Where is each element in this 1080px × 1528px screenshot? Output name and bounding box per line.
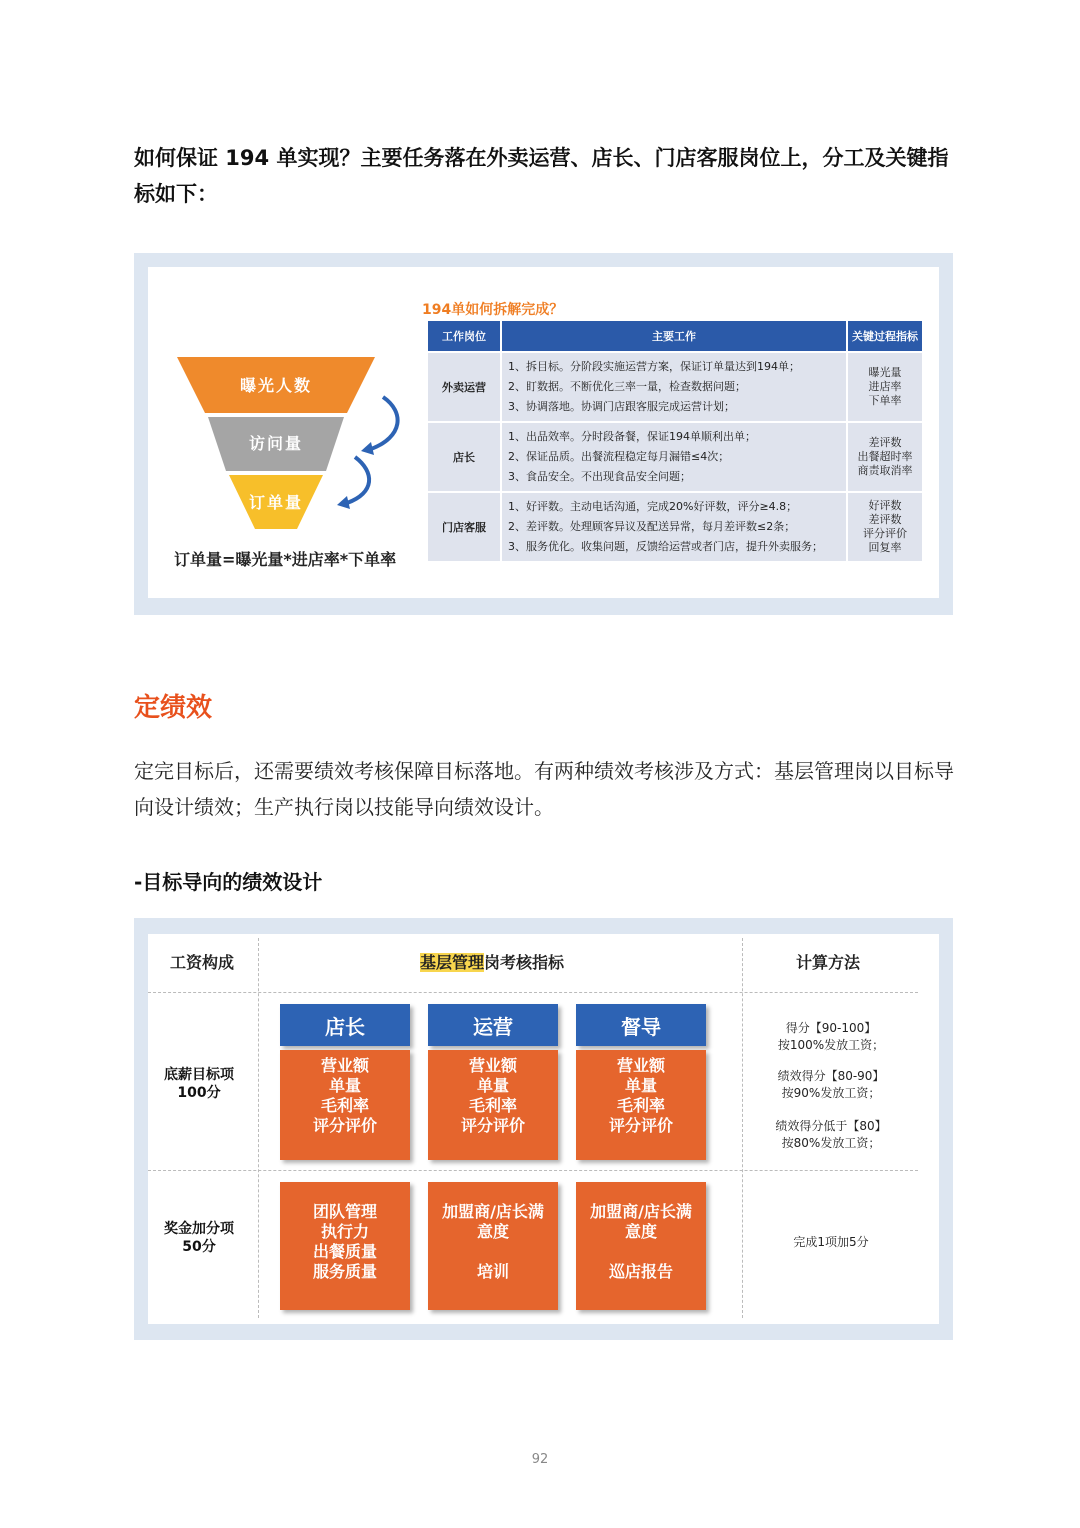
funnel-level-orders: 订单量 xyxy=(248,493,303,512)
kpi-item: 回复率 xyxy=(868,541,902,554)
metric: 单量 xyxy=(624,1076,657,1095)
kpi-item: 评分评价 xyxy=(863,527,907,540)
arrow-icon xyxy=(371,397,398,449)
metric: 评分评价 xyxy=(460,1116,525,1135)
header-main-work: 主要工作 xyxy=(502,321,846,351)
kpi-item: 出餐超时率 xyxy=(857,450,913,463)
kpi-item: 商责取消率 xyxy=(857,464,913,477)
divider xyxy=(148,992,918,993)
funnel-level-visits: 访问量 xyxy=(248,434,303,453)
table-header-row xyxy=(428,321,922,351)
divider xyxy=(148,1170,918,1171)
work-item: 3、食品安全。不出现食品安全问题； xyxy=(508,470,691,483)
header-rest: 岗考核指标 xyxy=(484,953,565,972)
metric: 出餐质量 xyxy=(312,1242,377,1261)
bonus-metrics-supervisor xyxy=(576,1182,706,1310)
table-row xyxy=(428,353,922,421)
divider xyxy=(742,938,743,1318)
subheading: -目标导向的绩效设计 xyxy=(134,870,323,894)
header-kpi: 关键过程指标 xyxy=(848,321,922,351)
base-metrics-store-manager xyxy=(280,1050,410,1160)
figure-task-breakdown xyxy=(134,253,953,615)
work-item: 3、服务优化。收集问题，反馈给运营或者门店，提升外卖服务； xyxy=(508,540,823,553)
metric: 意度 xyxy=(624,1222,657,1241)
row-position: 门店客服 xyxy=(428,493,500,561)
work-item: 2、差评数。处理顾客异议及配送异常，每月差评数≤2条； xyxy=(508,520,796,533)
metric: 毛利率 xyxy=(320,1096,369,1115)
row-work xyxy=(502,493,846,561)
row-position: 外卖运营 xyxy=(428,353,500,421)
calc-line: 按100%发放工资； xyxy=(777,1038,885,1052)
funnel-level-exposure: 曝光人数 xyxy=(239,376,312,395)
divider xyxy=(258,938,259,1318)
row-label-line: 50分 xyxy=(182,1239,216,1255)
calc-line: 绩效得分【80-90】 xyxy=(777,1069,885,1083)
calc-tier-1 xyxy=(756,1020,906,1054)
metric: 毛利率 xyxy=(468,1096,517,1115)
row-work xyxy=(502,353,846,421)
calc-tier-2 xyxy=(756,1068,906,1102)
work-item: 1、好评数。主动电话沟通，完成20%好评数，评分≥4.8； xyxy=(508,500,798,513)
metric: 营业额 xyxy=(468,1056,517,1075)
calc-bonus: 完成1项加5分 xyxy=(793,1235,869,1249)
row-label-line: 底薪目标项 xyxy=(164,1067,234,1083)
figure-performance-design xyxy=(134,918,953,1340)
row-kpi xyxy=(848,493,922,561)
kpi-item: 差评数 xyxy=(868,436,902,449)
work-item: 2、保证品质。出餐流程稳定每月漏错≤4次； xyxy=(508,450,730,463)
kpi-item: 曝光量 xyxy=(868,366,902,379)
bonus-metrics-store-manager xyxy=(280,1182,410,1310)
kpi-item: 好评数 xyxy=(868,499,902,512)
kpi-item: 进店率 xyxy=(868,380,902,393)
metric: 加盟商/店长满 xyxy=(590,1202,692,1221)
work-item: 2、盯数据。不断优化三率一量，检查数据问题； xyxy=(508,380,746,393)
base-metrics-operations xyxy=(428,1050,558,1160)
header-calc-method: 计算方法 xyxy=(796,953,861,972)
body-paragraph: 定完目标后，还需要绩效考核保障目标落地。有两种绩效考核涉及方式：基层管理岗以目标导向设计绩效；生产执行岗以技能导向绩效设计。 xyxy=(134,759,954,819)
metric: 巡店报告 xyxy=(608,1262,673,1281)
table-row xyxy=(428,423,922,491)
col-head-supervisor: 督导 xyxy=(576,1004,706,1046)
col-head-operations: 运营 xyxy=(428,1004,558,1046)
metric: 营业额 xyxy=(616,1056,665,1075)
metric: 单量 xyxy=(476,1076,509,1095)
figure1-title: 194单如何拆解完成？ xyxy=(422,302,564,318)
metric: 评分评价 xyxy=(608,1116,673,1135)
header-kpi xyxy=(420,950,564,973)
row-label-bonus xyxy=(156,1220,242,1256)
kpi-item: 下单率 xyxy=(868,394,902,407)
row-work xyxy=(502,423,846,491)
header-salary-structure: 工资构成 xyxy=(170,953,235,972)
row-label-line: 奖金加分项 xyxy=(164,1221,234,1237)
calc-line: 绩效得分低于【80】 xyxy=(775,1119,887,1133)
work-item: 3、协调落地。协调门店跟客服完成运营计划； xyxy=(508,400,735,413)
duty-table xyxy=(426,319,924,563)
metric: 团队管理 xyxy=(312,1202,377,1221)
metric: 意度 xyxy=(476,1222,509,1241)
kpi-item: 差评数 xyxy=(868,513,902,526)
row-label-line: 100分 xyxy=(177,1085,221,1101)
metric: 单量 xyxy=(328,1076,361,1095)
calc-line: 按90%发放工资； xyxy=(781,1086,881,1100)
metric: 营业额 xyxy=(320,1056,369,1075)
row-kpi xyxy=(848,353,922,421)
spacer xyxy=(428,1242,558,1262)
calc-line: 得分【90-100】 xyxy=(785,1021,877,1035)
base-metrics-supervisor xyxy=(576,1050,706,1160)
metric: 服务质量 xyxy=(312,1262,377,1281)
metric: 执行力 xyxy=(320,1222,369,1241)
header-highlight: 基层管理 xyxy=(420,953,485,972)
table-row xyxy=(428,493,922,561)
row-position: 店长 xyxy=(428,423,500,491)
metric: 评分评价 xyxy=(312,1116,377,1135)
order-formula: 订单量=曝光量*进店率*下单率 xyxy=(174,550,397,569)
metric: 培训 xyxy=(476,1262,509,1281)
metric: 毛利率 xyxy=(616,1096,665,1115)
bonus-metrics-operations xyxy=(428,1182,558,1310)
section-title: 定绩效 xyxy=(134,693,213,723)
page-number: 92 xyxy=(531,1452,549,1467)
metric: 加盟商/店长满 xyxy=(442,1202,544,1221)
row-kpi xyxy=(848,423,922,491)
spacer xyxy=(576,1242,706,1262)
col-head-store-manager: 店长 xyxy=(280,1004,410,1046)
intro-text: 如何保证 194 单实现？主要任务落在外卖运营、店长、门店客服岗位上，分工及关键指标如下： xyxy=(134,146,949,206)
calc-line: 按80%发放工资； xyxy=(781,1136,881,1150)
order-funnel xyxy=(175,357,405,537)
work-item: 1、出品效率。分时段备餐，保证194单顺利出单； xyxy=(508,430,756,443)
header-position: 工作岗位 xyxy=(428,321,500,351)
row-label-base xyxy=(156,1066,242,1102)
arrow-icon xyxy=(347,457,369,503)
calc-tier-3 xyxy=(756,1118,906,1152)
work-item: 1、拆目标。分阶段实施运营方案，保证订单量达到194单； xyxy=(508,360,800,373)
